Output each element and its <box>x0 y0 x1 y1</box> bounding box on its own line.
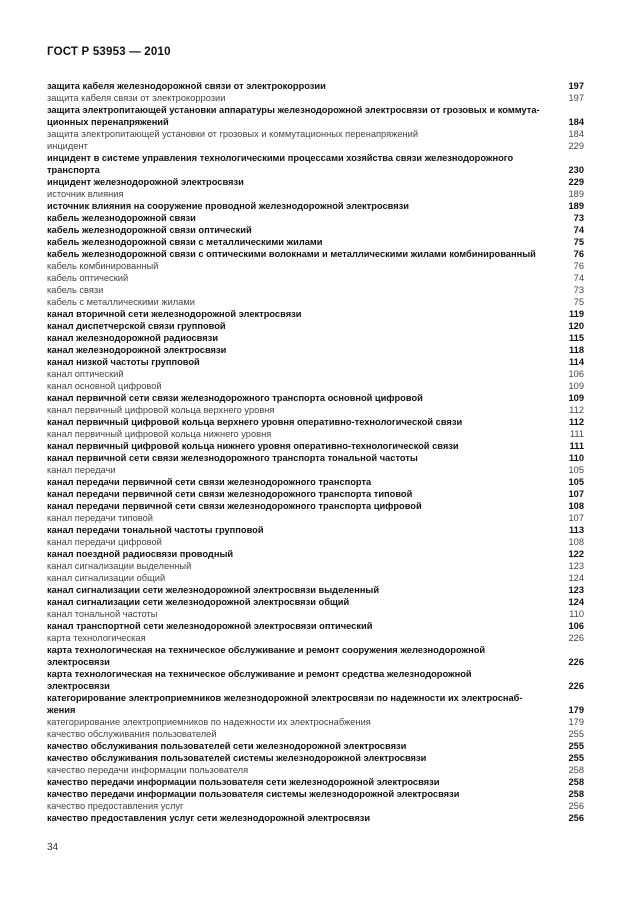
entry-page: 106 <box>568 369 584 379</box>
entry-term: канал тональной частоты <box>47 609 158 619</box>
index-entry <box>47 560 584 572</box>
index-entry <box>47 788 584 800</box>
entry-term: карта технологическая <box>47 633 146 643</box>
entry-page: 226 <box>568 633 584 643</box>
entry-page: 74 <box>573 273 584 283</box>
entry-page: 179 <box>568 705 584 715</box>
entry-term: инцидент <box>47 141 88 151</box>
entry-page: 107 <box>568 513 584 523</box>
index-entry <box>47 608 584 620</box>
entry-page: 258 <box>568 777 584 787</box>
entry-term: качество обслуживания пользователей сети железнодорожной электросвязи <box>47 741 407 751</box>
entry-term: канал передачи <box>47 465 116 475</box>
entry-term: канал вторичной сети железнодорожной электросвязи <box>47 309 302 319</box>
entry-term: канал сигнализации сети железнодорожной электросвязи выделенный <box>47 585 380 595</box>
entry-term: канал железнодорожной радиосвязи <box>47 333 219 343</box>
entry-page: 184 <box>568 129 584 139</box>
entry-term: канал передачи типовой <box>47 513 153 523</box>
entry-term: канал оптический <box>47 369 124 379</box>
entry-page: 105 <box>568 477 584 487</box>
index-entry <box>47 308 584 320</box>
entry-term: канал основной цифровой <box>47 381 162 391</box>
index-entry <box>47 692 584 716</box>
entry-term: канал сигнализации общий <box>47 573 166 583</box>
entry-term: канал передачи первичной сети связи железнодорожного транспорта <box>47 477 372 487</box>
entry-term: канал первичный цифровой кольца верхнего уровня оперативно-технологической связи <box>47 417 463 427</box>
entry-term: кабель железнодорожной связи <box>47 213 196 223</box>
entry-page: 256 <box>568 801 584 811</box>
entry-page: 75 <box>573 297 584 307</box>
index-entry <box>47 404 584 416</box>
index-entry <box>47 512 584 524</box>
entry-page: 111 <box>569 441 584 451</box>
entry-term: канал первичный цифровой кольца нижнего уровня оперативно-технологической связи <box>47 441 459 451</box>
index-entry <box>47 344 584 356</box>
entry-term: качество передачи информации пользователя сети железнодорожной электросвязи <box>47 777 440 787</box>
entry-term: канал первичной сети связи железнодорожного транспорта основной цифровой <box>47 393 423 403</box>
entry-page: 123 <box>568 561 584 571</box>
entry-term: источник влияния на сооружение проводной железнодорожной электросвязи <box>47 201 409 211</box>
entry-page: 115 <box>569 333 584 343</box>
entry-term: качество передачи информации пользователя системы железнодорожной электросвязи <box>47 789 460 799</box>
entry-term: канал первичной сети связи железнодорожного транспорта тональной частоты <box>47 453 418 463</box>
entry-page: 123 <box>568 585 584 595</box>
entry-term: канал поездной радиосвязи проводный <box>47 549 234 559</box>
entry-page: 74 <box>573 225 584 235</box>
index-entry <box>47 740 584 752</box>
index-entry <box>47 716 584 728</box>
index-entry <box>47 644 584 668</box>
entry-page: 124 <box>568 573 584 583</box>
index-entry <box>47 488 584 500</box>
index-entry <box>47 368 584 380</box>
entry-page: 73 <box>573 213 584 223</box>
entry-term: карта технологическая на техническое обслуживание и ремонт сооружения железнодорожной электросвязи <box>47 645 486 667</box>
index-entry <box>47 236 584 248</box>
index-entry <box>47 476 584 488</box>
index-entry <box>47 284 584 296</box>
entry-term: карта технологическая на техническое обслуживание и ремонт средства железнодорожной электросвязи <box>47 669 472 691</box>
entry-page: 73 <box>573 285 584 295</box>
index-entry <box>47 176 584 188</box>
entry-term: канал передачи первичной сети связи железнодорожного транспорта цифровой <box>47 501 422 511</box>
entry-term: защита кабеля связи от электрокоррозии <box>47 93 226 103</box>
entry-term: канал первичный цифровой кольца верхнего уровня <box>47 405 275 415</box>
entry-term: кабель железнодорожной связи оптический <box>47 225 252 235</box>
entry-term: кабель комбинированный <box>47 261 159 271</box>
index-entry <box>47 572 584 584</box>
entry-page: 226 <box>568 681 584 691</box>
index-entry <box>47 812 584 824</box>
entry-term: инцидент в системе управления технологическими процессами хозяйства связи железнодорожного транспорта <box>47 153 514 175</box>
index-entry <box>47 380 584 392</box>
index-entry <box>47 152 584 176</box>
index-entry <box>47 128 584 140</box>
index-entry <box>47 212 584 224</box>
entry-page: 111 <box>569 429 584 439</box>
entry-page: 109 <box>568 393 584 403</box>
document-header: ГОСТ Р 53953 — 2010 <box>47 46 171 58</box>
entry-page: 106 <box>568 621 584 631</box>
entry-page: 197 <box>568 93 584 103</box>
entry-term: категорирование электроприемников железнодорожной электросвязи по надежности их электроснаб- жения <box>47 693 523 715</box>
index-entry <box>47 356 584 368</box>
index-entry <box>47 500 584 512</box>
index-entry <box>47 140 584 152</box>
index-entry <box>47 428 584 440</box>
index-entry <box>47 584 584 596</box>
index-entry <box>47 440 584 452</box>
entry-term: источник влияния <box>47 189 124 199</box>
entry-page: 75 <box>573 237 584 247</box>
index-entry <box>47 620 584 632</box>
index-entry <box>47 320 584 332</box>
index-entry <box>47 200 584 212</box>
entry-page: 112 <box>569 405 584 415</box>
entry-term: инцидент железнодорожной электросвязи <box>47 177 244 187</box>
entry-term: качество обслуживания пользователей системы железнодорожной электросвязи <box>47 753 427 763</box>
entry-page: 122 <box>568 549 584 559</box>
entry-page: 114 <box>569 357 584 367</box>
index-entry <box>47 752 584 764</box>
entry-page: 256 <box>568 813 584 823</box>
index-entry <box>47 296 584 308</box>
entry-page: 255 <box>568 729 584 739</box>
index-entry <box>47 392 584 404</box>
index-entry <box>47 776 584 788</box>
entry-page: 258 <box>568 765 584 775</box>
entry-term: канал железнодорожной электросвязи <box>47 345 227 355</box>
index-entry <box>47 632 584 644</box>
entry-term: категорирование электроприемников по надежности их электроснабжения <box>47 717 371 727</box>
index-entry <box>47 224 584 236</box>
entry-term: канал передачи первичной сети связи железнодорожного транспорта типовой <box>47 489 413 499</box>
entry-page: 179 <box>568 717 584 727</box>
entry-term: качество предоставления услуг <box>47 801 184 811</box>
entry-term: канал передачи тональной частоты групповой <box>47 525 264 535</box>
index-entry <box>47 332 584 344</box>
entry-page: 226 <box>568 657 584 667</box>
index-entry <box>47 728 584 740</box>
entry-page: 112 <box>569 417 584 427</box>
entry-page: 118 <box>569 345 584 355</box>
index-entry <box>47 536 584 548</box>
entry-page: 110 <box>569 453 584 463</box>
entry-page: 119 <box>569 309 584 319</box>
entry-page: 189 <box>568 189 584 199</box>
entry-page: 109 <box>568 381 584 391</box>
entry-page: 110 <box>569 609 584 619</box>
index-entry <box>47 92 584 104</box>
index-entry <box>47 80 584 92</box>
index-entry <box>47 464 584 476</box>
entry-term: канал передачи цифровой <box>47 537 162 547</box>
entry-term: защита электропитающей установки от грозовых и коммутационных перенапряжений <box>47 129 419 139</box>
entry-term: канал первичный цифровой кольца нижнего уровня <box>47 429 272 439</box>
index-entry <box>47 272 584 284</box>
index-list <box>47 80 584 824</box>
entry-term: канал транспортной сети железнодорожной электросвязи оптический <box>47 621 373 631</box>
entry-page: 255 <box>568 753 584 763</box>
index-entry <box>47 668 584 692</box>
entry-page: 255 <box>568 741 584 751</box>
entry-page: 107 <box>568 489 584 499</box>
index-entry <box>47 524 584 536</box>
index-entry <box>47 248 584 260</box>
entry-term: канал низкой частоты групповой <box>47 357 200 367</box>
entry-page: 189 <box>568 201 584 211</box>
entry-term: кабель связи <box>47 285 104 295</box>
index-entry <box>47 104 584 128</box>
entry-page: 108 <box>568 501 584 511</box>
entry-page: 105 <box>568 465 584 475</box>
entry-page: 230 <box>568 165 584 175</box>
entry-page: 120 <box>568 321 584 331</box>
index-entry <box>47 416 584 428</box>
entry-term: канал диспетчерской связи групповой <box>47 321 226 331</box>
entry-term: кабель с металлическими жилами <box>47 297 195 307</box>
entry-term: кабель железнодорожной связи с металлическими жилами <box>47 237 323 247</box>
entry-page: 76 <box>573 261 584 271</box>
entry-page: 184 <box>568 117 584 127</box>
entry-term: кабель железнодорожной связи с оптическими волокнами и металлическими жилами комбинированный <box>47 249 536 259</box>
entry-term: качество обслуживания пользователей <box>47 729 217 739</box>
index-entry <box>47 188 584 200</box>
index-entry <box>47 260 584 272</box>
index-entry <box>47 596 584 608</box>
index-entry <box>47 764 584 776</box>
entry-page: 258 <box>568 789 584 799</box>
index-entry <box>47 548 584 560</box>
entry-term: качество предоставления услуг сети железнодорожной электросвязи <box>47 813 371 823</box>
entry-term: канал сигнализации сети железнодорожной электросвязи общий <box>47 597 350 607</box>
entry-page: 229 <box>568 141 584 151</box>
entry-page: 229 <box>568 177 584 187</box>
entry-page: 76 <box>573 249 584 259</box>
entry-term: качество передачи информации пользователя <box>47 765 249 775</box>
entry-page: 113 <box>569 525 584 535</box>
entry-term: защита кабеля железнодорожной связи от электрокоррозии <box>47 81 326 91</box>
index-entry <box>47 800 584 812</box>
entry-page: 197 <box>568 81 584 91</box>
page-number: 34 <box>47 842 59 853</box>
index-entry <box>47 452 584 464</box>
entry-term: кабель оптический <box>47 273 129 283</box>
entry-page: 108 <box>568 537 584 547</box>
entry-term: защита электропитающей установки аппаратуры железнодорожной электросвязи от грозовых и коммута- ционных перенапряжений <box>47 105 540 127</box>
entry-term: канал сигнализации выделенный <box>47 561 192 571</box>
entry-page: 124 <box>568 597 584 607</box>
